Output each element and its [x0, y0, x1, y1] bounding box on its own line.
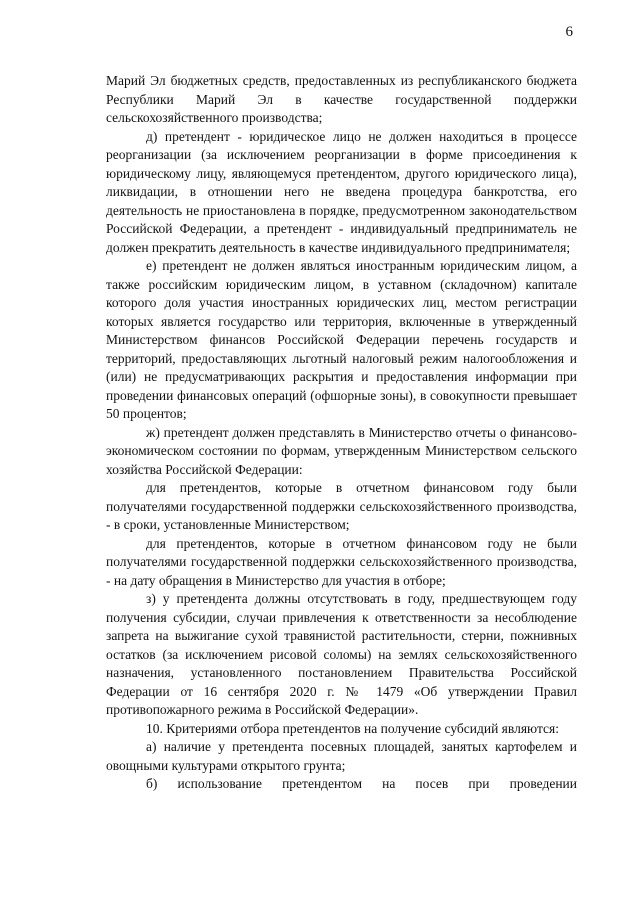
paragraph-item-zh: ж) претендент должен представлять в Министерство отчеты о финансово-экономическом состоянии по формам, утвержденным Министерством сельского хозяйства Российской Федерации:: [106, 424, 577, 477]
paragraph-item-z: з) у претендента должны отсутствовать в году, предшествующем году получения субсидии, случаи привлечения к ответственности за несоблюдение запрета на выжигание сухой травянистой растительности, стерни, пожнивных остатков (за исключением рисовой соломы) на землях сельскохозяйственного назначения, установленного постановлением Правительства Российской Федерации от 16 сентября 2020 г. № 1479 «Об утверждении Правил противопожарного режима в Российской Федерации».: [106, 591, 577, 717]
paragraph-section-10: 10. Критериями отбора претендентов на получение субсидий являются:: [146, 720, 559, 736]
paragraph-criterion-b: б) использование претендентом на посев при проведении: [146, 776, 577, 791]
paragraph-continuation: Марий Эл бюджетных средств, предоставленных из республиканского бюджета Республики Марий Эл в качестве государственной поддержки сельскохозяйственного производства;: [106, 73, 577, 125]
paragraph-item-d: д) претендент - юридическое лицо не должен находиться в процессе реорганизации (за исключением реорганизации в форме присоединения к юридическому лицу, являющемуся претендентом, другого юридического лица), ликвидации, в отношении него не введена процедура банкротства, его деятельность не приостановлена в порядке, предусмотренном законодательством Российской Федерации, а претендент - индивидуальный предприниматель не должен прекратить деятельность в качестве индивидуального предпринимателя;: [106, 128, 577, 255]
paragraph-subitem-recipients: для претендентов, которые в отчетном финансовом году были получателями государственной поддержки сельскохозяйственного производства, - в сроки, установленные Министерством;: [106, 480, 577, 532]
paragraph-criterion-a: а) наличие у претендента посевных площадей, занятых картофелем и овощными культурами открытого грунта;: [106, 739, 577, 773]
document-body: [106, 72, 577, 794]
paragraph-subitem-non-recipients: для претендентов, которые в отчетном финансовом году не были получателями государственной поддержки сельскохозяйственного производства, - на дату обращения в Министерство для участия в отборе;: [106, 535, 577, 588]
paragraph-item-e: е) претендент не должен являться иностранным юридическим лицом, а также российским юридическим лицом, в уставном (складочном) капитале которого доля участия иностранных юридических лиц, местом регистрации которых является государство или территория, включенные в утвержденный Министерством финансов Российской Федерации перечень государств и территорий, предоставляющих льготный налоговый режим налогообложения и (или) не предусматривающих раскрытия и предоставления информации при проведении финансовых операций (офшорные зоны), в совокупности превышает 50 процентов;: [106, 258, 577, 421]
page-number: 6: [565, 24, 573, 40]
